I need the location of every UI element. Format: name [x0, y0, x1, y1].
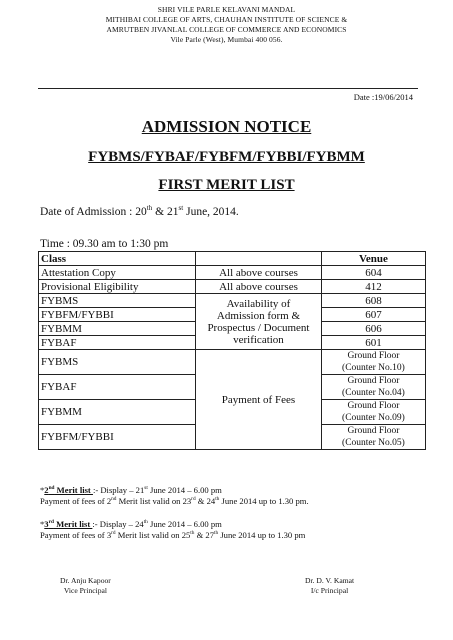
header-line-2: MITHIBAI COLLEGE OF ARTS, CHAUHAN INSTITUTE OF SCIENCE &: [105, 15, 348, 24]
signatory-name: Dr. Anju Kapoor: [60, 576, 111, 585]
header-class: Class: [39, 252, 196, 266]
payment-of-fees-cell: Payment of Fees: [196, 350, 322, 450]
table-row: FYBFM/FYBBI Ground Floor (Counter No.05): [39, 425, 426, 450]
college-header: [0, 5, 453, 45]
table-row: FYBMM Ground Floor (Counter No.09): [39, 400, 426, 425]
table-row: FYBMM 606: [39, 322, 426, 336]
table-row: FYBMS Availability of Admission form & Prospectus / Document verification 608: [39, 294, 426, 308]
signatory-title: Vice Principal: [63, 586, 108, 595]
table-row: FYBMS Payment of Fees Ground Floor (Counter No.10): [39, 350, 426, 375]
table-row: Provisional Eligibility All above courses 412: [39, 280, 426, 294]
notice-title: ADMISSION NOTICE: [141, 117, 312, 136]
admission-time: Time : 09.30 am to 1:30 pm: [40, 238, 169, 250]
header-divider: [38, 88, 418, 89]
admission-date: Date of Admission : 20th & 21st June, 2014.: [40, 204, 239, 218]
courses-title: FYBMS/FYBAF/FYBFM/FYBBI/FYBMM: [88, 149, 365, 165]
table-header-row: [39, 252, 426, 266]
third-merit-list-note: *3rd Merit list :- Display – 24th June 2014 – 6.00 pm Payment of fees of 3rd Merit list valid on 25th & 27th June 2014 up to 1.30 pm: [40, 519, 306, 540]
admission-schedule-table: [38, 251, 426, 450]
table-row: FYBFM/FYBBI 607: [39, 308, 426, 322]
header-venue: Venue: [321, 252, 425, 266]
signatory-title: I/c Principal: [310, 586, 349, 595]
second-merit-list-note: *2nd Merit list :- Display – 21st June 2014 – 6.00 pm Payment of fees of 2nd Merit list valid on 23rd & 24th June 2014 up to 1.30 pm.: [40, 485, 309, 506]
availability-cell: Availability of Admission form & Prospectus / Document verification: [196, 294, 322, 350]
header-line-3: AMRUTBEN JIVANLAL COLLEGE OF COMMERCE AND ECONOMICS: [106, 25, 347, 34]
table-row: FYBAF Ground Floor (Counter No.04): [39, 375, 426, 400]
signatory-name: Dr. D. V. Kamat: [305, 576, 355, 585]
signature-vice-principal: [60, 576, 111, 596]
signature-principal: [305, 576, 354, 596]
merit-list-title: FIRST MERIT LIST: [158, 177, 295, 193]
header-line-1: SHRI VILE PARLE KELAVANI MANDAL: [157, 5, 296, 14]
header-address: Vile Parle (West), Mumbai 400 056.: [170, 35, 283, 44]
notice-date: Date :19/06/2014: [353, 92, 413, 102]
table-row: FYBAF 601: [39, 336, 426, 350]
table-row: Attestation Copy All above courses 604: [39, 266, 426, 280]
